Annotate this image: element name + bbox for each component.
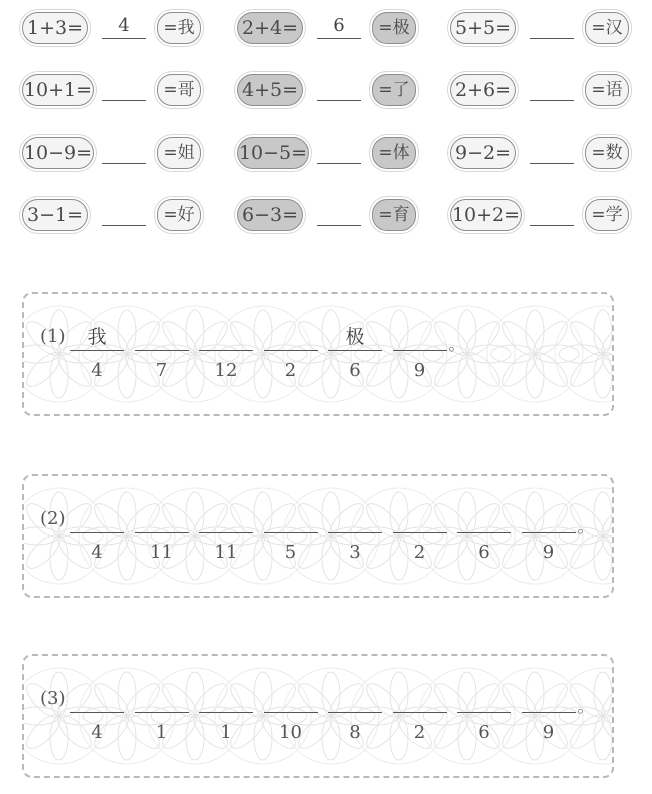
lace-pattern-background (24, 476, 612, 596)
character-blank[interactable] (328, 506, 382, 533)
character-blank[interactable] (70, 506, 124, 533)
character-blank[interactable] (457, 506, 511, 533)
puzzle-label: (1) (40, 326, 66, 347)
equation-expression: 5+5= (450, 12, 516, 44)
number-hint: 1 (220, 722, 232, 743)
answer-blank[interactable] (317, 201, 361, 226)
answer-blank[interactable] (530, 76, 574, 101)
puzzle-label: (2) (40, 508, 66, 529)
number-hint: 1 (155, 722, 168, 743)
number-hint: 2 (413, 542, 426, 563)
answer-blank[interactable] (317, 76, 361, 101)
character-result: =哥 (157, 74, 201, 106)
number-hint: 3 (349, 542, 361, 563)
character-blank[interactable] (135, 506, 189, 533)
character-blank[interactable] (135, 324, 189, 351)
number-hint: 5 (284, 542, 297, 563)
character-result: =学 (585, 199, 629, 231)
answer-blank[interactable] (102, 201, 146, 226)
number-hint: 9 (542, 542, 555, 563)
puzzle-panel (22, 654, 614, 778)
character-blank[interactable] (199, 324, 253, 351)
puzzle-panel (22, 292, 614, 416)
answer-blank[interactable] (530, 201, 574, 226)
equation-expression: 9−2= (450, 137, 516, 169)
number-hint: 6 (478, 722, 490, 743)
character-blank[interactable] (393, 686, 447, 713)
character-blank[interactable]: 极 (328, 324, 382, 351)
number-hint: 2 (413, 722, 426, 743)
character-blank[interactable] (199, 506, 253, 533)
character-blank[interactable] (264, 324, 318, 351)
number-hint: 4 (91, 722, 103, 743)
puzzle-panel (22, 474, 614, 598)
answer-blank[interactable] (530, 139, 574, 164)
equation-expression: 10−5= (237, 137, 309, 169)
character-blank[interactable] (264, 686, 318, 713)
equation-expression: 10−9= (22, 137, 94, 169)
equation-expression: 4+5= (237, 74, 303, 106)
number-hint: 4 (91, 360, 103, 381)
answer-blank[interactable] (530, 14, 574, 39)
character-result: =汉 (585, 12, 629, 44)
lace-pattern-background (24, 656, 612, 776)
answer-blank[interactable]: 6 (317, 14, 361, 39)
character-result: =姐 (157, 137, 201, 169)
number-hint: 12 (214, 360, 238, 381)
answer-blank[interactable]: 4 (102, 14, 146, 39)
number-hint: 9 (542, 722, 555, 743)
number-hint: 9 (413, 360, 426, 381)
equation-expression: 10+1= (22, 74, 94, 106)
number-hint: 11 (214, 542, 238, 563)
character-blank[interactable] (199, 686, 253, 713)
answer-blank[interactable] (317, 139, 361, 164)
character-result: =了 (372, 74, 416, 106)
character-blank[interactable] (393, 506, 447, 533)
sentence-end-mark: 。 (577, 697, 594, 716)
character-blank[interactable] (393, 324, 447, 351)
number-hint: 2 (284, 360, 297, 381)
number-hint: 6 (349, 360, 361, 381)
number-hint: 7 (155, 360, 168, 381)
character-result: =育 (372, 199, 416, 231)
equation-expression: 3−1= (22, 199, 88, 231)
character-blank[interactable] (328, 686, 382, 713)
character-result: =语 (585, 74, 629, 106)
character-result: =好 (157, 199, 201, 231)
character-blank[interactable] (522, 506, 576, 533)
character-result: =极 (372, 12, 416, 44)
equation-expression: 2+6= (450, 74, 516, 106)
puzzle-label: (3) (40, 688, 66, 709)
character-blank[interactable] (70, 686, 124, 713)
equation-expression: 10+2= (450, 199, 522, 231)
answer-blank[interactable] (102, 139, 146, 164)
number-hint: 4 (91, 542, 103, 563)
character-blank[interactable] (264, 506, 318, 533)
sentence-end-mark: 。 (448, 335, 465, 354)
character-blank[interactable] (457, 686, 511, 713)
character-result: =我 (157, 12, 201, 44)
sentence-end-mark: 。 (577, 517, 594, 536)
equation-expression: 1+3= (22, 12, 88, 44)
lace-pattern-background (24, 294, 612, 414)
number-hint: 8 (349, 722, 361, 743)
character-result: =数 (585, 137, 629, 169)
equation-expression: 2+4= (237, 12, 303, 44)
character-blank[interactable]: 我 (70, 324, 124, 351)
equation-expression: 6−3= (237, 199, 303, 231)
number-hint: 11 (150, 542, 173, 563)
number-hint: 6 (478, 542, 490, 563)
character-blank[interactable] (522, 686, 576, 713)
answer-blank[interactable] (102, 76, 146, 101)
character-result: =体 (372, 137, 416, 169)
number-hint: 10 (279, 722, 302, 743)
character-blank[interactable] (135, 686, 189, 713)
